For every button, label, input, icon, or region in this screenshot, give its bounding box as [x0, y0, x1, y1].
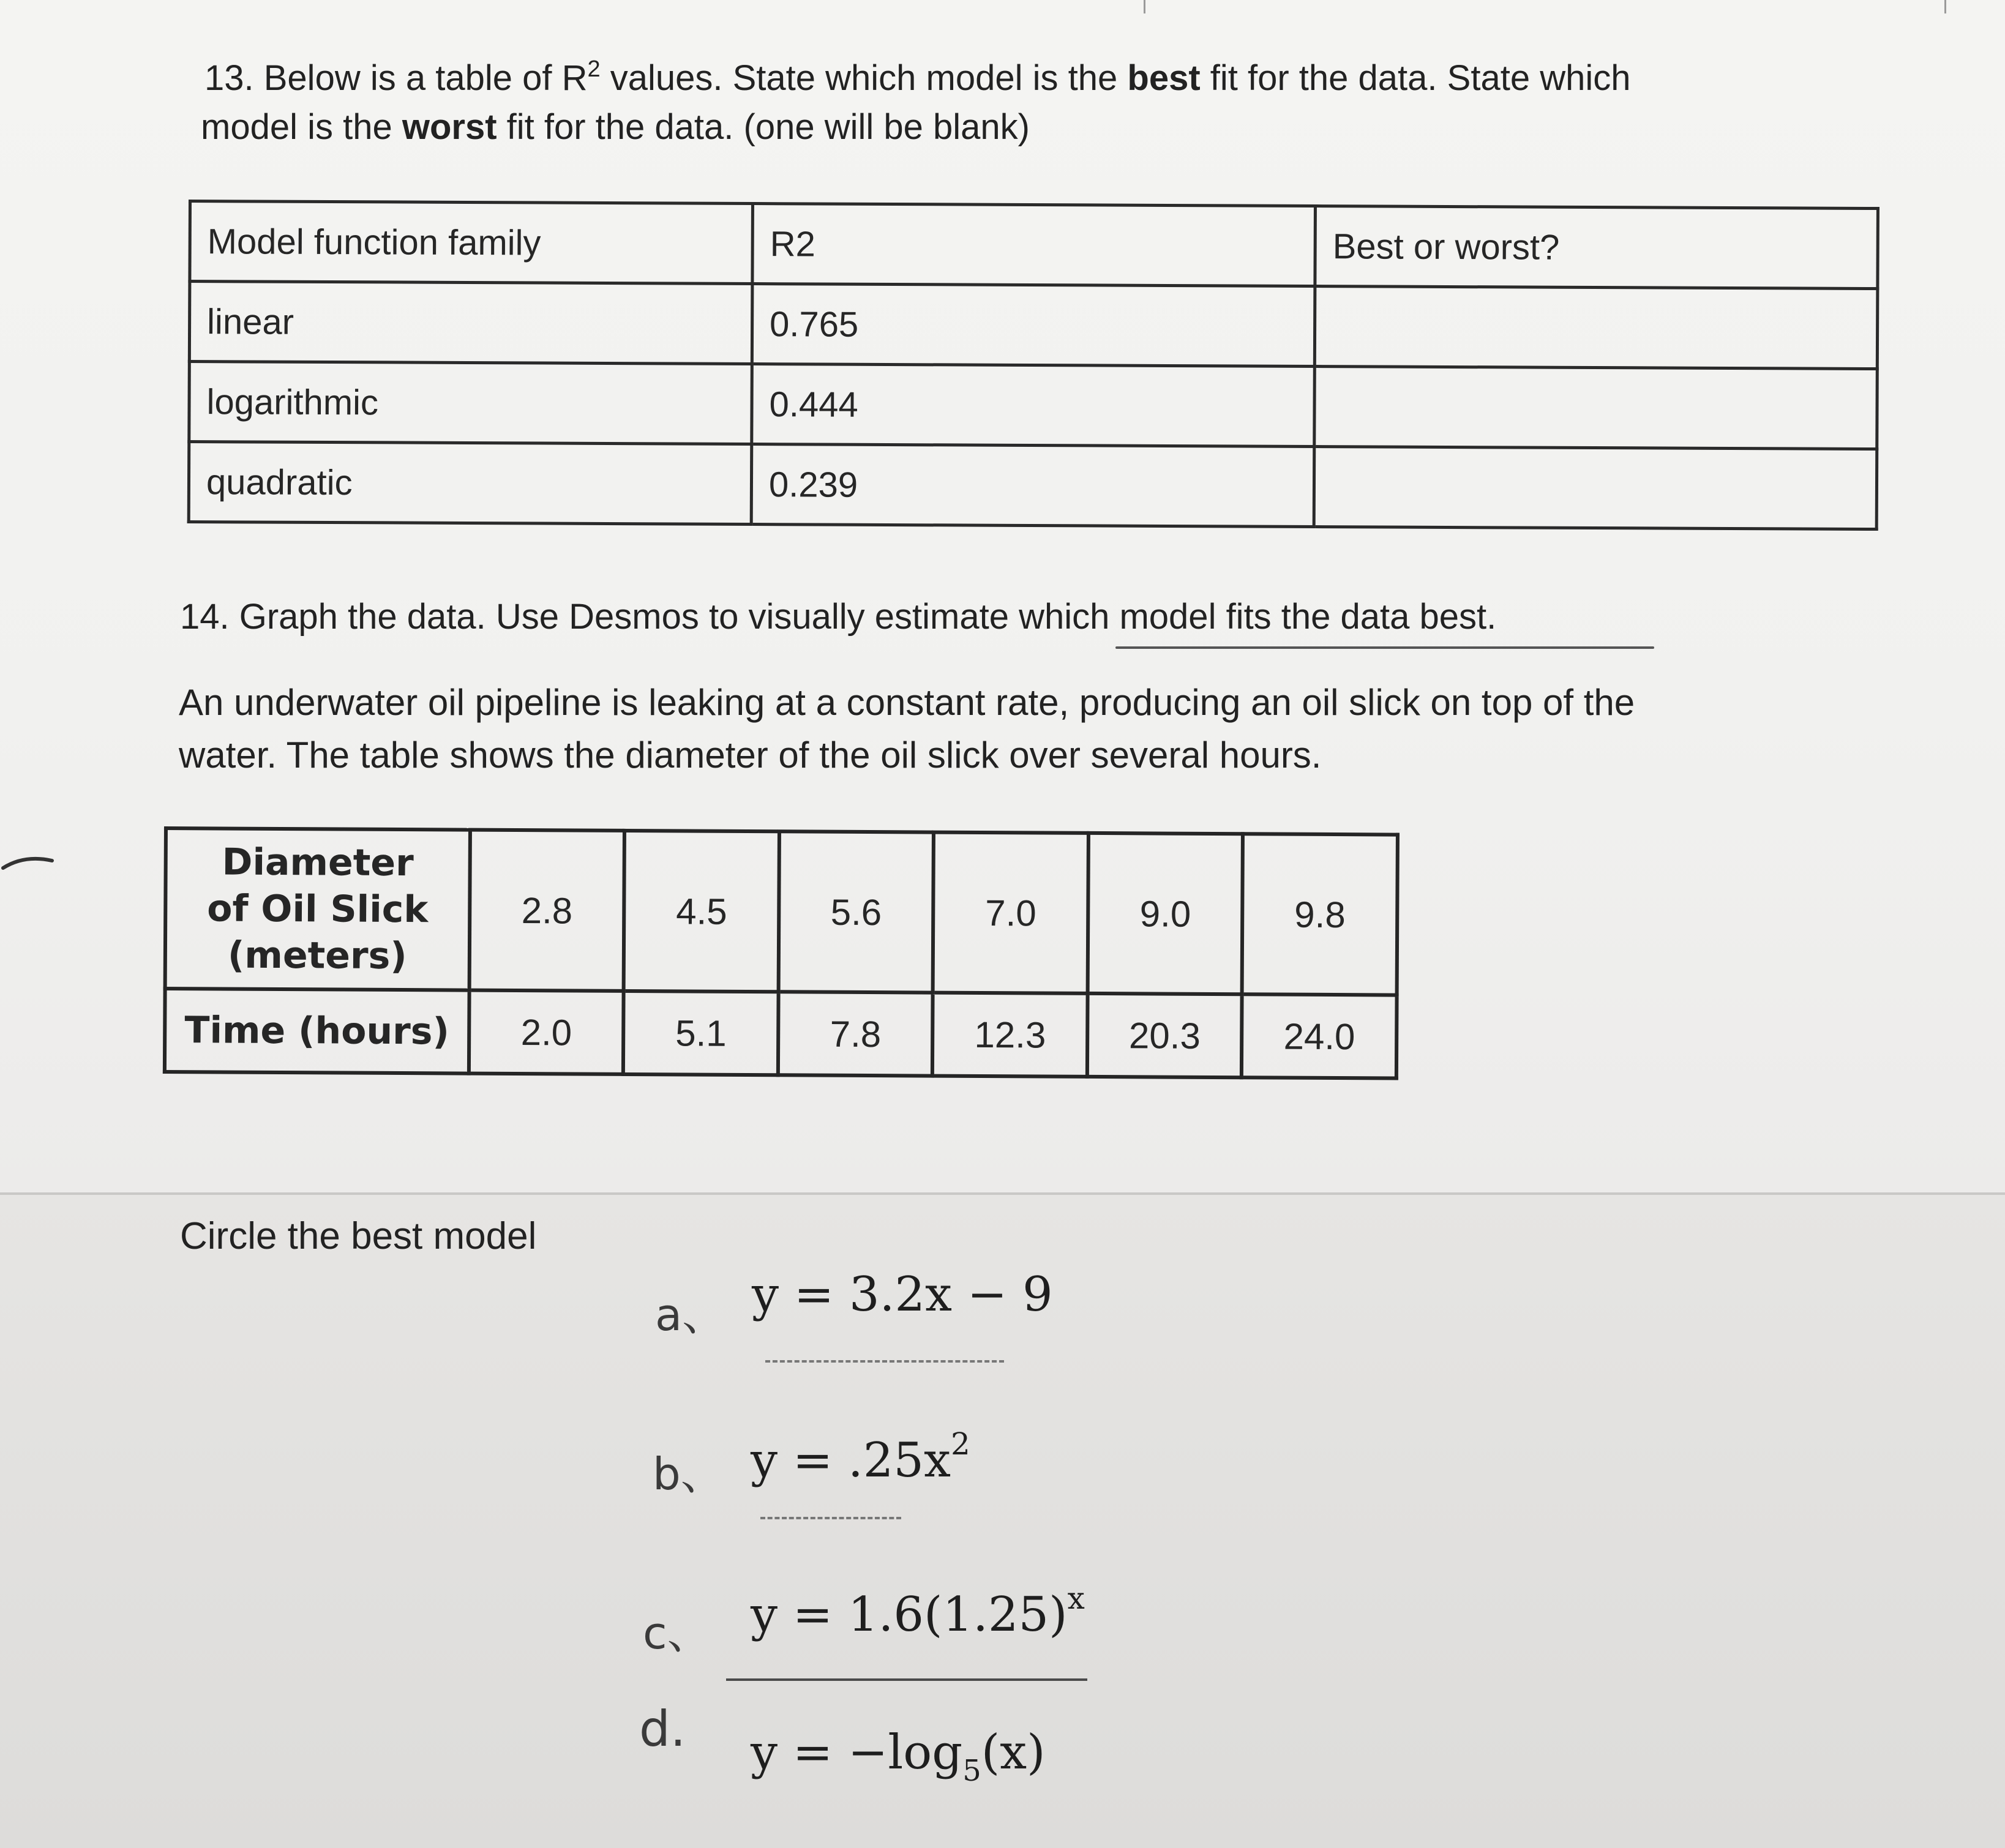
question-13-line-1: 13. Below is a table of $R^2$ values. State which model is the best fit for the data. State which — [204, 56, 1631, 98]
model-name-cell: logarithmic — [189, 362, 752, 444]
choice-a-equation-text: y = 3.2x − 9 — [752, 1267, 1053, 1322]
diameter-row — [165, 828, 1398, 995]
header-best-or-worst: Best or worst? — [1315, 206, 1878, 289]
diameter-header — [165, 828, 470, 990]
answer-cell[interactable] — [1314, 447, 1877, 529]
model-name-cell: linear — [189, 282, 752, 364]
diameter-value-cell: 7.0 — [933, 832, 1089, 993]
time-value-cell: 20.3 — [1087, 993, 1242, 1077]
choice-d-argument: (x) — [981, 1725, 1046, 1780]
choice-b-dash-line — [760, 1517, 901, 1519]
diameter-header-line-1: Diameter — [222, 840, 414, 885]
question-14-title: 14. Graph the data. Use Desmos to visually estimate which model fits the data best. — [180, 597, 1497, 637]
table-row — [189, 362, 1878, 449]
diameter-value-cell: 9.8 — [1242, 834, 1398, 995]
circle-best-model-prompt: Circle the best model — [180, 1215, 537, 1257]
table-row — [189, 282, 1878, 369]
choice-d-letter: d. — [639, 1700, 686, 1757]
choice-b-equation-text: y = .25x — [751, 1433, 951, 1488]
time-value-cell: 24.0 — [1242, 994, 1396, 1078]
diameter-header-line-3: (meters) — [227, 933, 407, 978]
choice-b-exponent: 2 — [951, 1426, 970, 1462]
oil-slick-data-table — [163, 826, 1400, 1080]
table-row — [189, 442, 1877, 529]
choice-c-letter: c、 — [643, 1607, 711, 1659]
margin-pen-stroke — [0, 851, 55, 875]
header-model-function-family: Model function family — [190, 201, 753, 284]
paper-mark — [1944, 0, 1946, 13]
choice-b-equation[interactable] — [751, 1426, 970, 1488]
paper-mark — [1144, 0, 1145, 13]
time-value-cell: 12.3 — [932, 993, 1087, 1077]
choice-c-equation[interactable] — [751, 1581, 1085, 1642]
handwritten-underline — [1115, 646, 1654, 649]
page-edge-divider — [0, 1192, 2005, 1195]
r2-value-cell: 0.765 — [752, 284, 1315, 367]
time-value-cell: 2.0 — [469, 990, 624, 1074]
choice-c-answer-line — [726, 1678, 1087, 1681]
question-13-line-2: model is the worst fit for the data. (one will be blank) — [201, 107, 1030, 147]
time-value-cell: 5.1 — [623, 991, 778, 1075]
diameter-value-cell: 2.8 — [469, 830, 624, 991]
diameter-value-cell: 4.5 — [624, 831, 779, 992]
r2-value-cell: 0.444 — [752, 364, 1315, 447]
time-header: Time (hours) — [165, 989, 470, 1074]
choice-b-letter: b、 — [653, 1448, 725, 1500]
choice-c-equation-text: y = 1.6(1.25) — [751, 1587, 1068, 1642]
oil-problem-text-line-1: An underwater oil pipeline is leaking at a constant rate, producing an oil slick on top of the — [179, 682, 1635, 723]
header-r2: R2 — [752, 204, 1316, 286]
answer-cell[interactable] — [1314, 286, 1878, 369]
oil-problem-text-line-2: water. The table shows the diameter of the oil slick over several hours. — [179, 735, 1322, 776]
r2-value-cell: 0.239 — [751, 444, 1314, 527]
choice-a-equation[interactable] — [752, 1267, 1053, 1322]
choice-d-log-base: 5 — [962, 1754, 981, 1788]
time-row — [165, 989, 1397, 1079]
choice-a-letter: a、 — [655, 1289, 727, 1341]
r2-values-table — [187, 200, 1879, 531]
choice-c-exponent: x — [1067, 1581, 1085, 1616]
choice-d-equation-text: y = −log — [751, 1725, 963, 1780]
diameter-header-line-2: of Oil Slick — [207, 887, 429, 932]
time-value-cell: 7.8 — [778, 992, 933, 1076]
diameter-value-cell: 5.6 — [779, 831, 934, 992]
table-header-row — [190, 201, 1878, 289]
diameter-value-cell: 9.0 — [1088, 833, 1243, 994]
choice-a-dash-line — [765, 1360, 1004, 1363]
choice-d-equation[interactable] — [751, 1725, 1046, 1788]
model-name-cell: quadratic — [189, 442, 752, 525]
answer-cell[interactable] — [1314, 367, 1878, 449]
